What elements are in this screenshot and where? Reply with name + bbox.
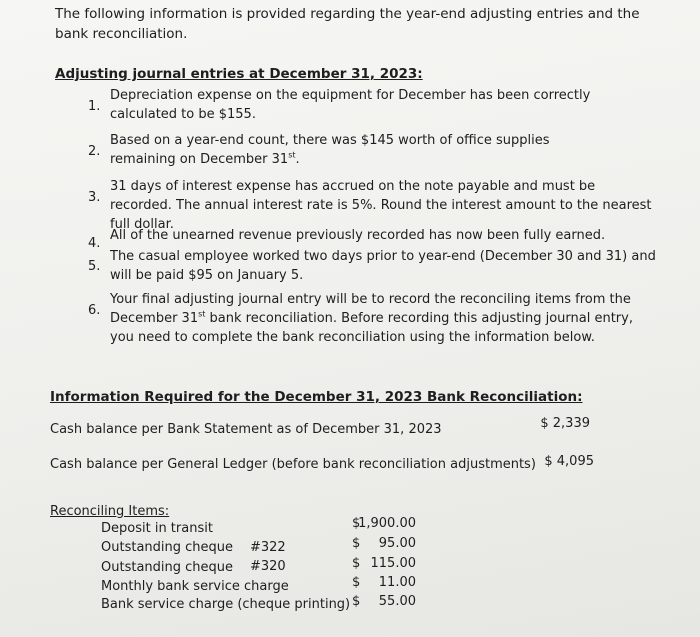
item-number: 2. bbox=[88, 144, 101, 159]
item-number: 6. bbox=[88, 303, 101, 318]
general-ledger-balance-label: Cash balance per General Ledger (before bank reconciliation adjustments) bbox=[50, 457, 536, 472]
intro-paragraph: The following information is provided regarding the year-end adjusting entries and the bank reconciliation. bbox=[55, 6, 640, 42]
cheque-number: #322 bbox=[250, 540, 286, 555]
reconciling-currency: $ bbox=[352, 556, 361, 571]
reconciling-currency: $ bbox=[352, 516, 361, 531]
item-number: 3. bbox=[88, 190, 101, 205]
general-ledger-balance-value: $ 4,095 bbox=[544, 454, 594, 469]
reconciling-amount: 55.00 bbox=[378, 594, 416, 609]
bank-reconciliation-heading: Information Required for the December 31, 2023 Bank Reconciliation: bbox=[50, 389, 583, 405]
adjusting-item-5: The casual employee worked two days prior to year-end (December 30 and 31) and will be paid $95 on January 5. bbox=[110, 249, 656, 283]
ordinal-suffix: st bbox=[198, 309, 206, 319]
reconciling-currency: $ bbox=[352, 536, 361, 551]
reconciling-item-label: Deposit in transit bbox=[101, 521, 213, 536]
ordinal-suffix: st bbox=[288, 150, 296, 160]
reconciling-item-label: Outstanding cheque bbox=[101, 540, 234, 555]
item-2-text-end: . bbox=[295, 152, 300, 167]
reconciling-items-heading: Reconciling Items: bbox=[50, 504, 170, 519]
bank-statement-balance-value: $ 2,339 bbox=[540, 416, 590, 431]
reconciling-amount: 11.00 bbox=[378, 575, 416, 590]
reconciling-amount: 115.00 bbox=[370, 556, 416, 571]
item-2-text: Based on a year-end count, there was $145 worth of office supplies remaining on December 31 bbox=[110, 133, 550, 167]
cheque-number: #320 bbox=[250, 559, 286, 574]
reconciling-amount: 95.00 bbox=[378, 536, 416, 551]
adjusting-item-3: 31 days of interest expense has accrued on the note payable and must be recorded. The annual interest rate is 5%. Round the interest amount to the nearest full dollar. bbox=[110, 179, 652, 232]
item-6-text: Your final adjusting journal entry will be to record the reconciling items from the December 31 bbox=[110, 292, 631, 326]
adjusting-item-6 bbox=[110, 290, 635, 347]
reconciling-item-label: Monthly bank service charge bbox=[101, 579, 289, 594]
adjusting-entries-heading: Adjusting journal entries at December 31, 2023: bbox=[55, 66, 423, 82]
reconciling-currency: $ bbox=[352, 594, 361, 609]
reconciling-currency: $ bbox=[352, 575, 361, 590]
adjusting-item-2 bbox=[110, 131, 610, 169]
reconciling-amount: 1,900.00 bbox=[358, 516, 416, 531]
reconciling-item-label: Outstanding cheque bbox=[101, 560, 234, 575]
bank-statement-balance-label: Cash balance per Bank Statement as of December 31, 2023 bbox=[50, 422, 442, 437]
adjusting-item-4: All of the unearned revenue previously recorded has now been fully earned. bbox=[110, 228, 606, 243]
item-6-text-end: bank reconciliation. Before recording this adjusting journal entry, you need to complete the bank reconciliation using the information below. bbox=[110, 311, 633, 345]
item-number: 1. bbox=[88, 99, 101, 114]
item-number: 4. bbox=[88, 236, 101, 251]
item-number: 5. bbox=[88, 259, 101, 274]
adjusting-item-1: Depreciation expense on the equipment for December has been correctly calculated to be $155. bbox=[110, 88, 591, 122]
reconciling-item-label: Bank service charge (cheque printing) bbox=[101, 597, 351, 612]
